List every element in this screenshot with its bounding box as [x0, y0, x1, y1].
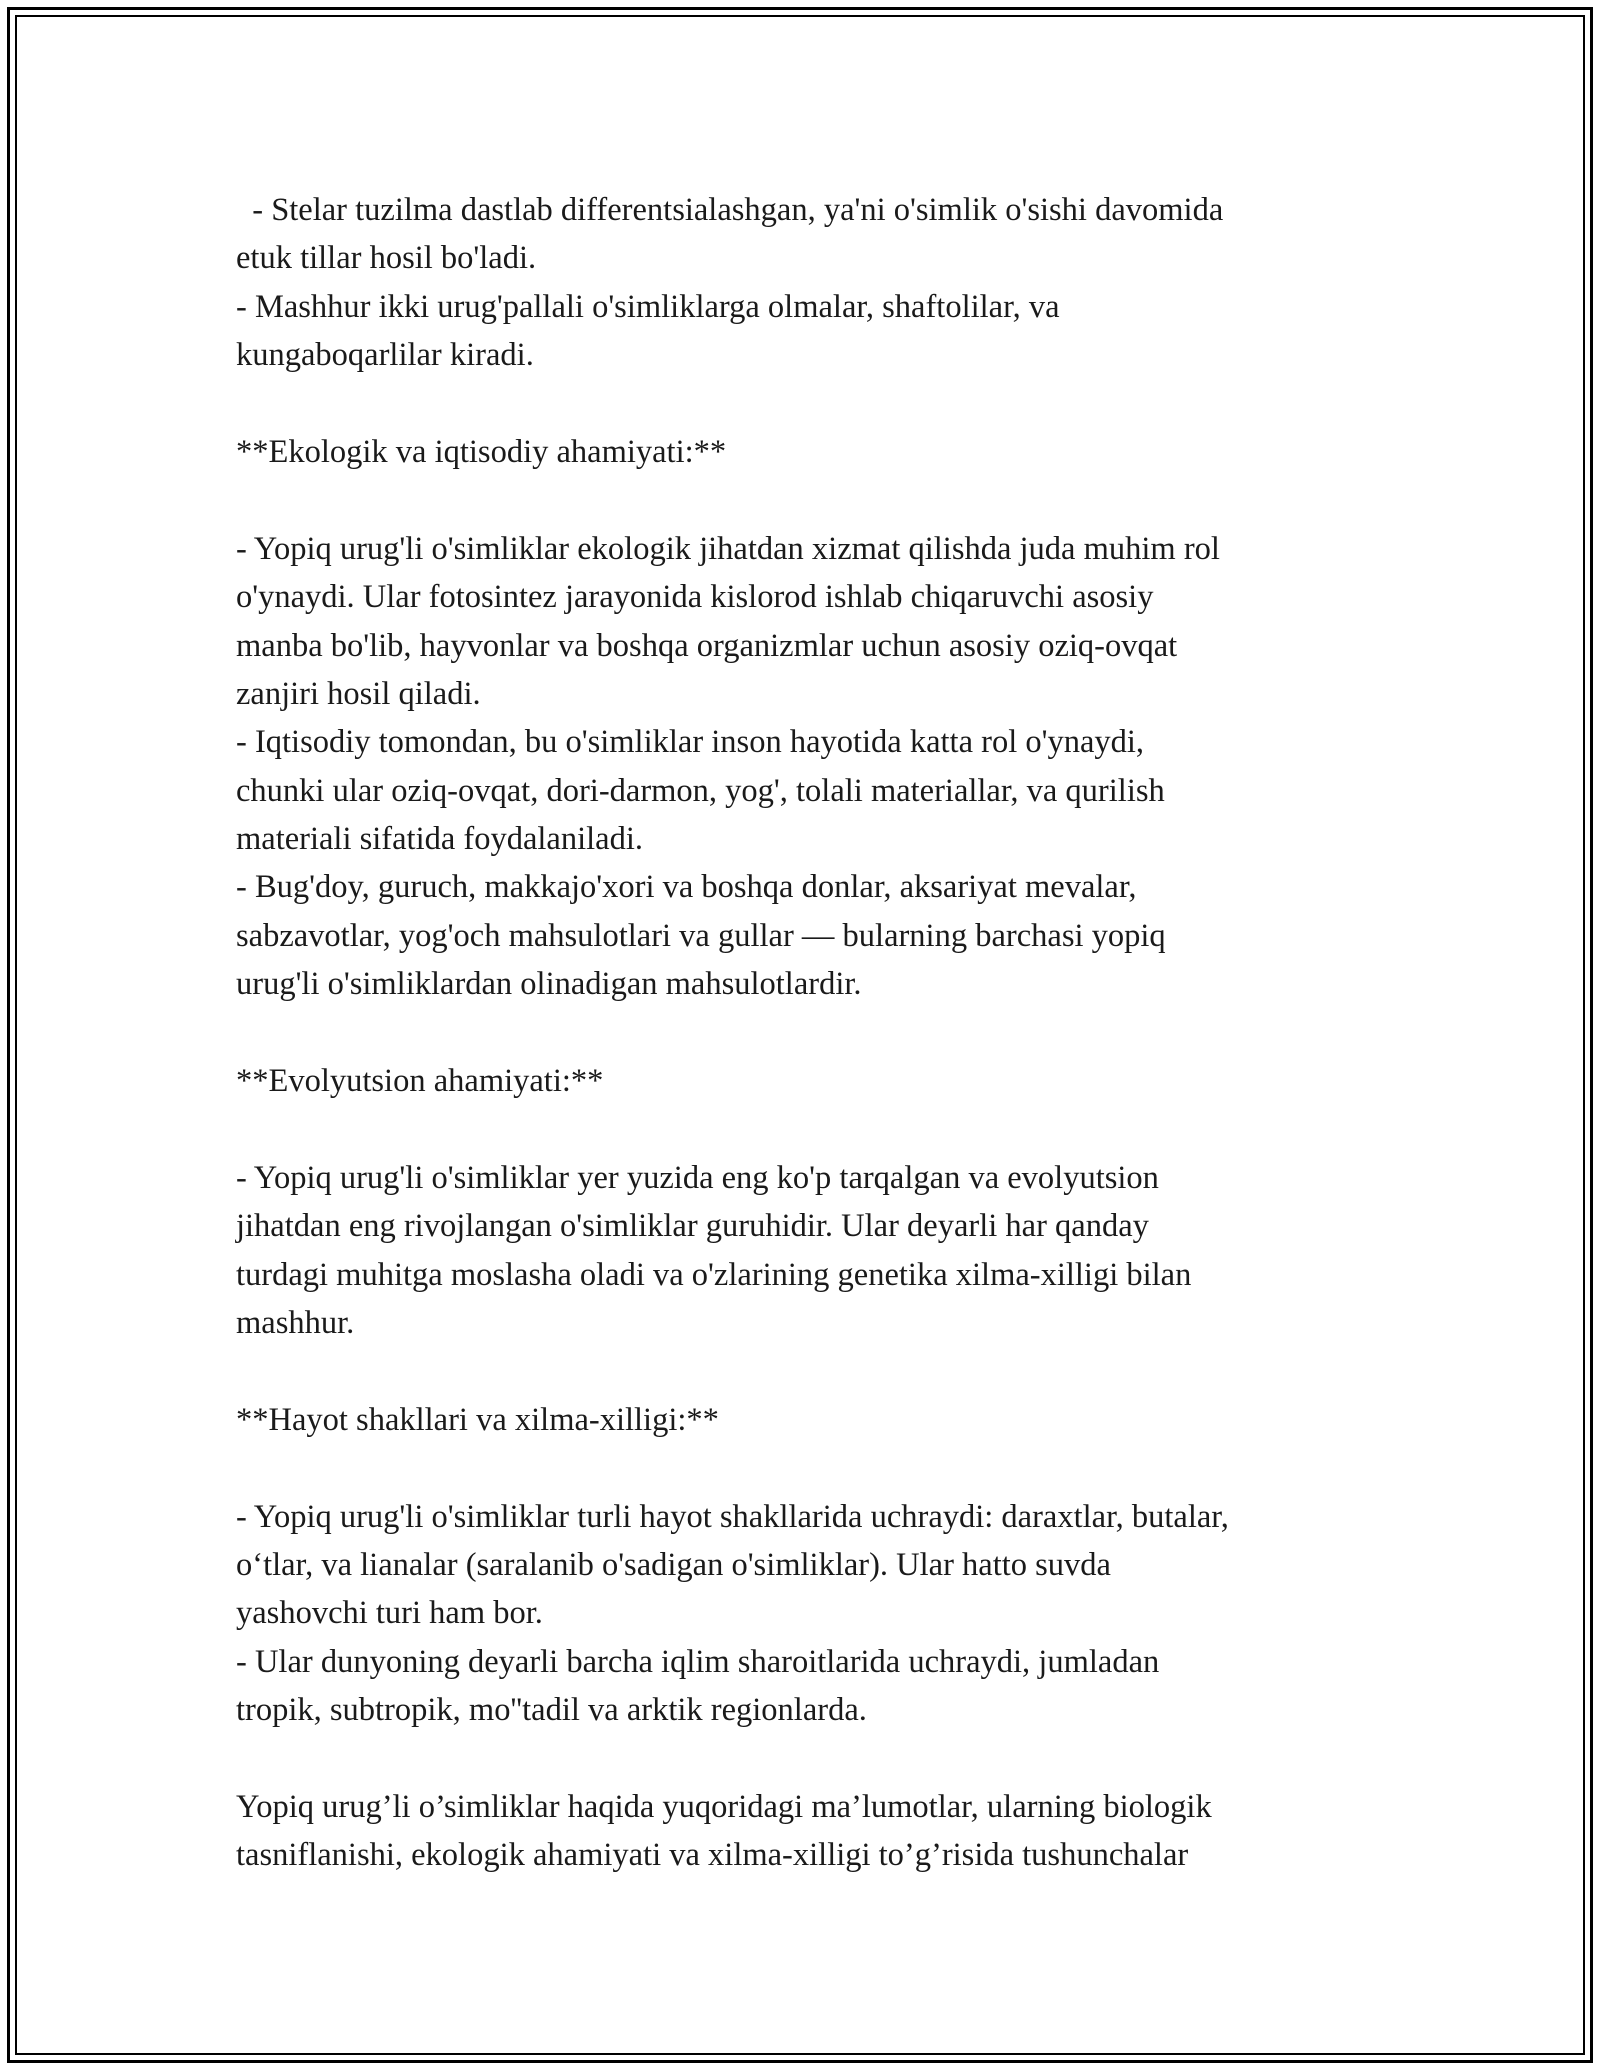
text-line: zanjiri hosil qiladi.	[236, 675, 481, 712]
section-heading: **Evolyutsion ahamiyati:**	[236, 1063, 604, 1100]
text-line: - Ular dunyoning deyarli barcha iqlim sharoitlarida uchraydi, jumladan	[236, 1643, 1160, 1680]
text-line: mashhur.	[236, 1304, 355, 1341]
text-line: sabzavotlar, yog'och mahsulotlari va gullar — bularning barchasi yopiq	[236, 917, 1166, 954]
text-line: o'ynaydi. Ular fotosintez jarayonida kislorod ishlab chiqaruvchi asosiy	[236, 579, 1154, 616]
text-line: - Yopiq urug'li o'simliklar turli hayot shakllarida uchraydi: daraxtlar, butalar,	[236, 1498, 1229, 1535]
text-line: materiali sifatida foydalaniladi.	[236, 821, 643, 858]
text-line: jihatdan eng rivojlangan o'simliklar guruhidir. Ular deyarli har qanday	[236, 1208, 1149, 1245]
text-line: - Mashhur ikki urug'pallali o'simliklarga olmalar, shaftolilar, va	[236, 288, 1060, 325]
document-body	[236, 186, 1376, 1880]
blank-line	[236, 1009, 1376, 1057]
text-line: turdagi muhitga moslasha oladi va o'zlarining genetika xilma-xilligi bilan	[236, 1256, 1192, 1293]
section-heading: **Hayot shakllari va xilma-xilligi:**	[236, 1401, 719, 1438]
text-line: chunki ular oziq-ovqat, dori-darmon, yog', tolali materiallar, va qurilish	[236, 772, 1165, 809]
text-line: tropik, subtropik, mo''tadil va arktik regionlarda.	[236, 1692, 867, 1729]
text-line: manba bo'lib, hayvonlar va boshqa organizmlar uchun asosiy oziq-ovqat	[236, 627, 1178, 664]
blank-line	[236, 1347, 1376, 1395]
text-line: - Yopiq urug'li o'simliklar yer yuzida eng ko'p tarqalgan va evolyutsion	[236, 1159, 1159, 1196]
text-line: etuk tillar hosil bo'ladi.	[236, 240, 537, 277]
blank-line	[236, 1444, 1376, 1492]
text-line: o‘tlar, va lianalar (saralanib o'sadigan o'simliklar). Ular hatto suvda	[236, 1546, 1111, 1583]
blank-line	[236, 1105, 1376, 1153]
text-line: - Bug'doy, guruch, makkajo'xori va boshqa donlar, aksariyat mevalar,	[236, 869, 1137, 906]
text-line: tasniflanishi, ekologik ahamiyati va xilma-xilligi to’g’risida tushunchalar	[236, 1837, 1189, 1874]
text-line: - Iqtisodiy tomondan, bu o'simliklar inson hayotida katta rol o'ynaydi,	[236, 724, 1145, 761]
blank-line	[236, 476, 1376, 524]
blank-line	[236, 380, 1376, 428]
text-line: - Stelar tuzilma dastlab differentsialashgan, ya'ni o'simlik o'sishi davomida	[236, 192, 1224, 228]
text-line: yashovchi turi ham bor.	[236, 1595, 543, 1632]
text-line: kungaboqarlilar kiradi.	[236, 337, 534, 374]
section-heading: **Ekologik va iqtisodiy ahamiyati:**	[236, 433, 727, 470]
blank-line	[236, 1735, 1376, 1783]
text-line: Yopiq urug’li o’simliklar haqida yuqoridagi ma’lumotlar, ularning biologik	[236, 1788, 1212, 1825]
text-line: urug'li o'simliklardan olinadigan mahsulotlardir.	[236, 966, 862, 1003]
text-line: - Yopiq urug'li o'simliklar ekologik jihatdan xizmat qilishda juda muhim rol	[236, 530, 1220, 567]
